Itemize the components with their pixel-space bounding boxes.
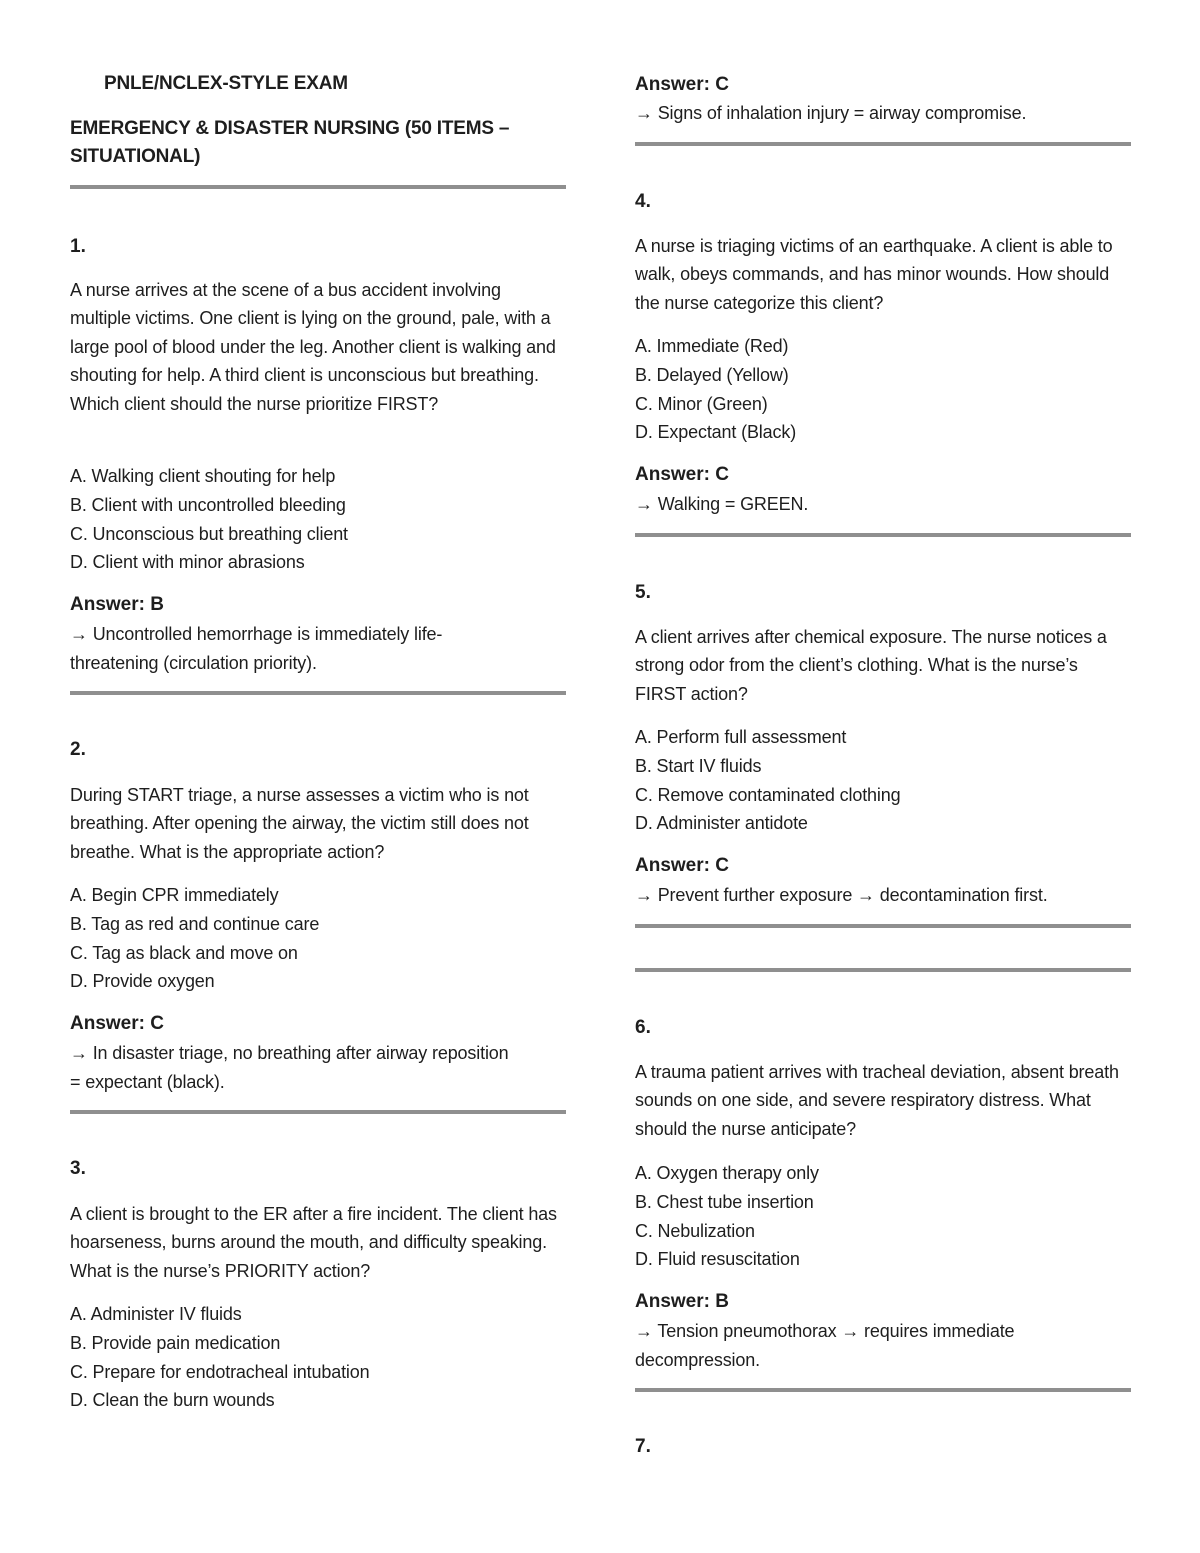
option-a: A. Walking client shouting for help — [70, 466, 336, 486]
option-a: A. Immediate (Red) — [635, 336, 789, 356]
option-list — [70, 1300, 370, 1415]
exam-title: PNLE/NCLEX-STYLE EXAM — [104, 73, 348, 94]
option-list — [635, 723, 901, 838]
question-number: 1. — [70, 236, 86, 257]
question-stem: During START triage, a nurse assesses a victim who is not breathing. After opening the airway, the victim still does not breathe. What is the appropriate action? — [70, 785, 529, 862]
question-stem: A trauma patient arrives with tracheal deviation, absent breath sounds on one side, and severe respiratory distress. What should the nurse anticipate? — [635, 1062, 1119, 1139]
option-d: D. Expectant (Black) — [635, 422, 797, 443]
option-a: A. Oxygen therapy only — [635, 1163, 819, 1183]
option-b: B. Client with uncontrolled bleeding — [70, 494, 346, 515]
answer-label: Answer: B — [635, 1291, 729, 1312]
answer-rationale: → Walking = GREEN. — [635, 494, 809, 514]
answer-rationale: → In disaster triage, no breathing after airway reposition = expectant (black). — [70, 1043, 509, 1092]
divider — [70, 691, 566, 695]
option-c: C. Nebulization — [635, 1220, 755, 1241]
divider — [635, 968, 1131, 972]
option-list — [635, 1159, 819, 1274]
answer-label: Answer: C — [635, 855, 729, 876]
divider — [635, 924, 1131, 928]
option-c: C. Prepare for endotracheal intubation — [70, 1361, 370, 1382]
question-stem: A client arrives after chemical exposure. The nurse notices a strong odor from the client’s clothing. What is the nurse’s FIRST action? — [635, 627, 1107, 704]
divider — [635, 533, 1131, 537]
question-stem: A client is brought to the ER after a fire incident. The client has hoarseness, burns around the mouth, and difficulty speaking. What is the nurse’s PRIORITY action? — [70, 1204, 557, 1281]
question-number: 3. — [70, 1158, 86, 1179]
option-b: B. Chest tube insertion — [635, 1191, 814, 1212]
answer-rationale: → Uncontrolled hemorrhage is immediately life-threatening (circulation priority). — [70, 624, 443, 673]
divider — [635, 1388, 1131, 1392]
option-list — [70, 881, 319, 996]
question-stem: A nurse arrives at the scene of a bus accident involving multiple victims. One client is lying on the ground, pale, with a large pool of blood under the leg. Another client is walking and shouting for help. A third client is unconscious but breathing. Which client should the nurse prioritize FIRST? — [70, 280, 556, 414]
answer-label: Answer: C — [635, 74, 729, 95]
option-c: C. Minor (Green) — [635, 393, 768, 414]
divider — [70, 1110, 566, 1114]
option-c: C. Tag as black and move on — [70, 942, 298, 963]
question-number: 5. — [635, 582, 651, 603]
option-b: B. Start IV fluids — [635, 755, 762, 776]
answer-rationale: → Prevent further exposure → decontamination first. — [635, 885, 1048, 905]
option-a: A. Perform full assessment — [635, 727, 847, 747]
divider — [70, 185, 566, 189]
option-a: A. Administer IV fluids — [70, 1304, 242, 1324]
question-number: 7. — [635, 1436, 651, 1457]
question-number: 6. — [635, 1017, 651, 1038]
option-d: D. Administer antidote — [635, 813, 808, 834]
option-d: D. Client with minor abrasions — [70, 552, 305, 573]
option-b: B. Provide pain medication — [70, 1332, 281, 1353]
option-b: B. Tag as red and continue care — [70, 913, 320, 934]
option-list — [70, 462, 348, 577]
answer-label: Answer: C — [70, 1013, 164, 1034]
divider — [635, 142, 1131, 146]
option-c: C. Unconscious but breathing client — [70, 523, 348, 544]
question-number: 4. — [635, 191, 651, 212]
answer-rationale: → Tension pneumothorax → requires immediate decompression. — [635, 1321, 1015, 1370]
answer-label: Answer: B — [70, 594, 164, 615]
option-d: D. Fluid resuscitation — [635, 1249, 800, 1270]
question-stem: A nurse is triaging victims of an earthquake. A client is able to walk, obeys commands, and has minor wounds. How should the nurse categorize this client? — [635, 236, 1113, 313]
option-a: A. Begin CPR immediately — [70, 885, 279, 905]
option-c: C. Remove contaminated clothing — [635, 784, 901, 805]
option-b: B. Delayed (Yellow) — [635, 364, 789, 385]
option-d: D. Clean the burn wounds — [70, 1390, 275, 1411]
section-title: EMERGENCY & DISASTER NURSING (50 ITEMS – SITUATIONAL) — [70, 118, 510, 167]
option-list — [635, 332, 796, 447]
answer-label: Answer: C — [635, 464, 729, 485]
question-number: 2. — [70, 739, 86, 760]
option-d: D. Provide oxygen — [70, 971, 215, 992]
answer-rationale: → Signs of inhalation injury = airway compromise. — [635, 103, 1027, 123]
